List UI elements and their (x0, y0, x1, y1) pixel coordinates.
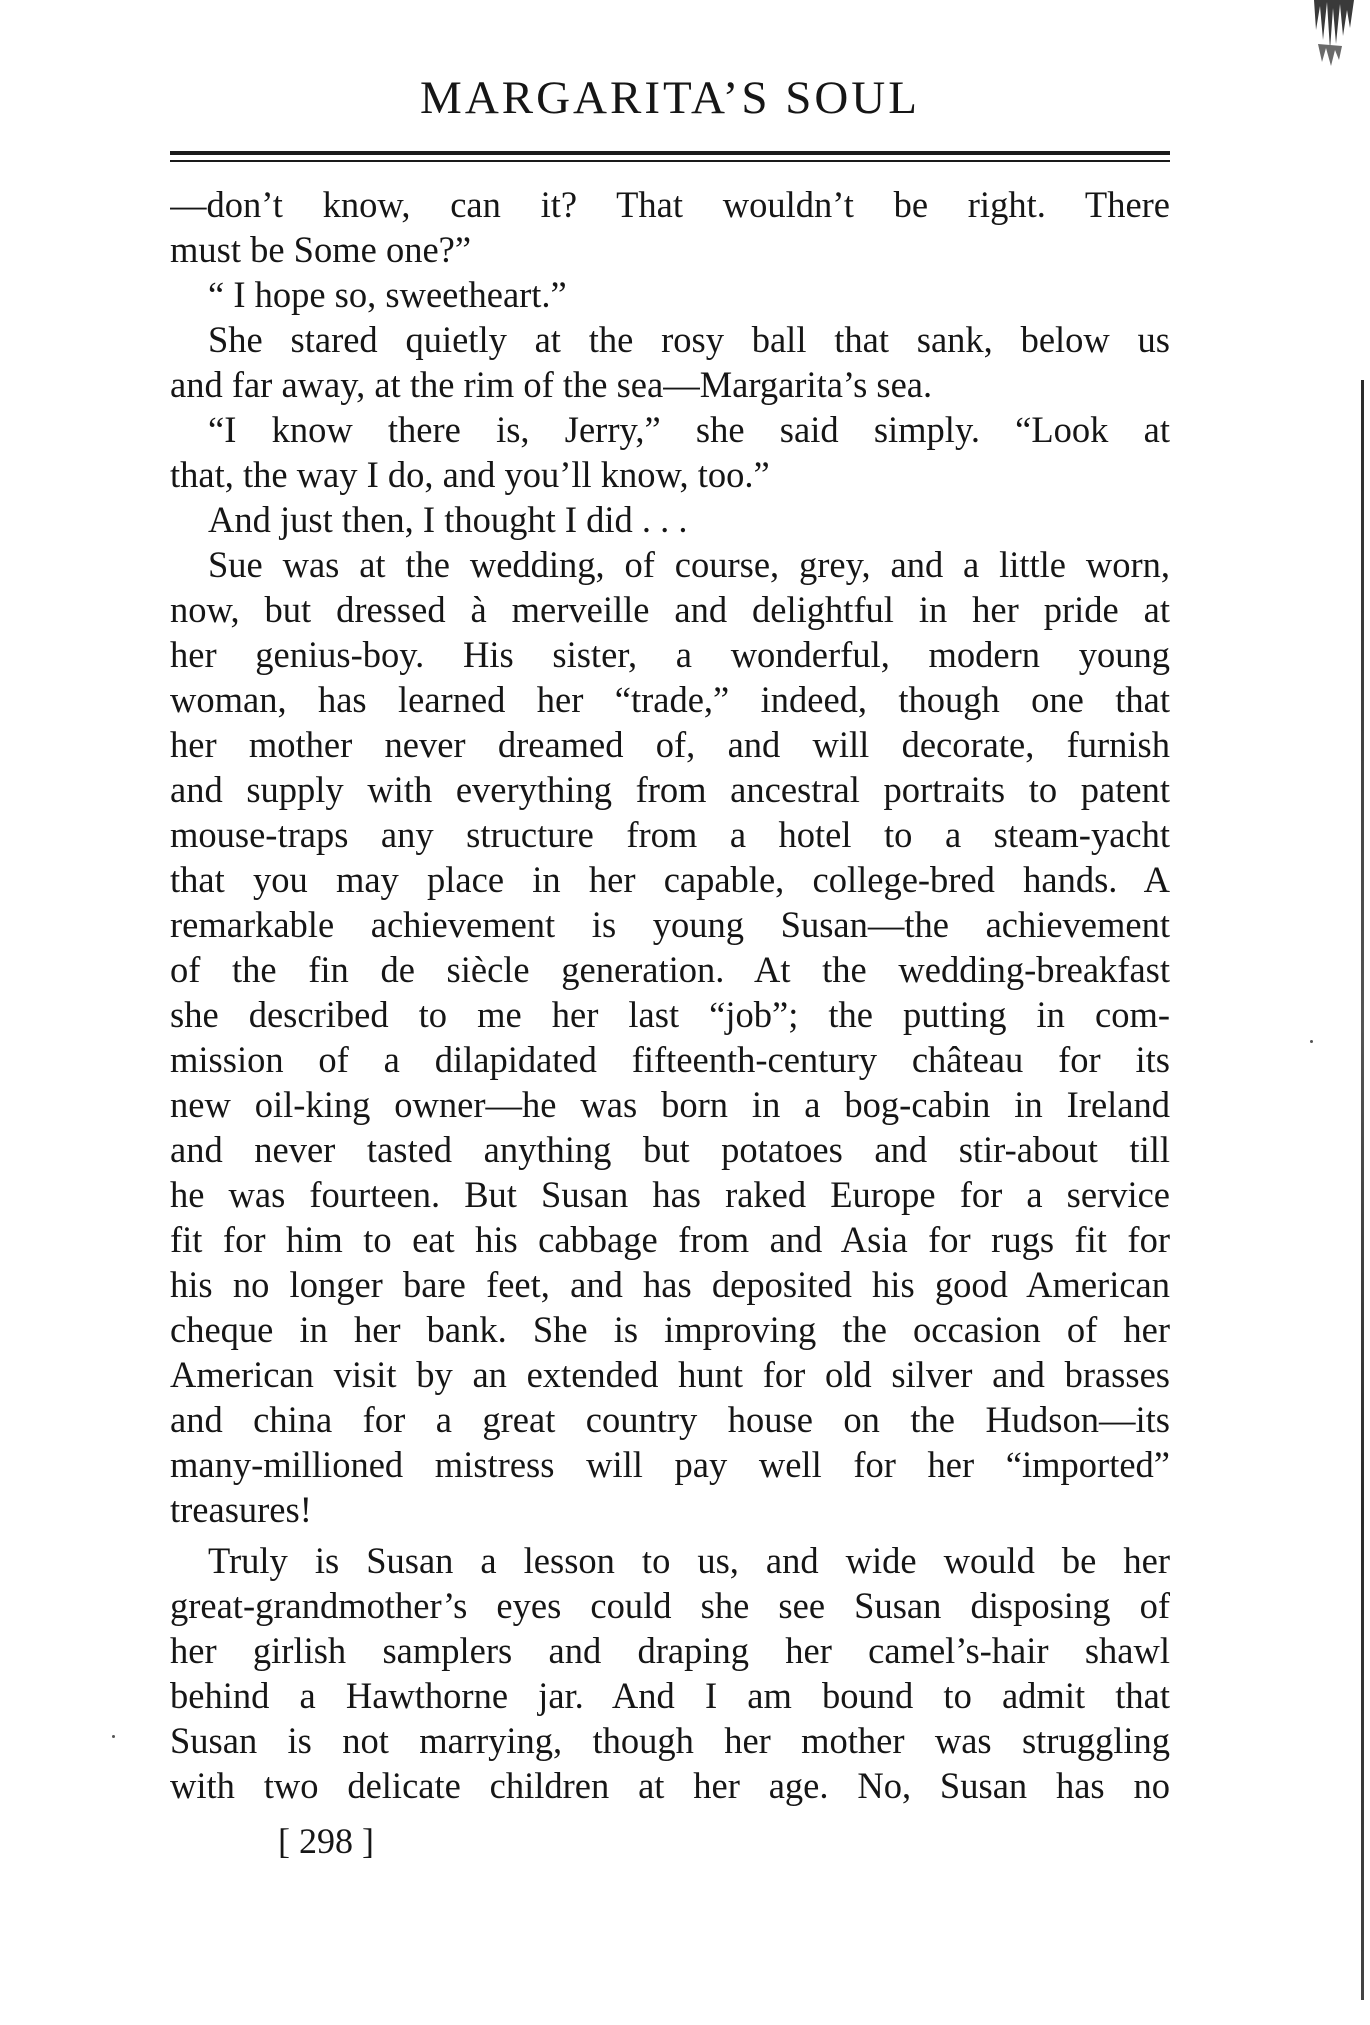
text-line: —don’t know, can it? That wouldn’t be right. There (170, 184, 1170, 225)
text-line: She stared quietly at the rosy ball that sank, below us (208, 319, 1170, 360)
text-line: mission of a dilapidated fifteenth-century château for its (170, 1039, 1170, 1080)
text-line: that, the way I do, and you’ll know, too.” (170, 454, 770, 495)
text-line: Susan is not marrying, though her mother was struggling (170, 1720, 1170, 1761)
header-rule-thin (170, 160, 1170, 162)
text-line: her genius-boy. His sister, a wonderful, modern young (170, 634, 1170, 675)
scan-speck (112, 1735, 115, 1738)
text-line: and never tasted anything but potatoes and stir-about till (170, 1129, 1170, 1170)
text-line: now, but dressed à merveille and delightful in her pride at (170, 589, 1170, 630)
text-line: woman, has learned her “trade,” indeed, though one that (170, 679, 1170, 720)
text-line: that you may place in her capable, college-bred hands. A (170, 859, 1170, 900)
page-number: [ 298 ] (278, 1821, 374, 1861)
text-line: he was fourteen. But Susan has raked Europe for a service (170, 1174, 1170, 1215)
text-line: his no longer bare feet, and has deposited his good American (170, 1264, 1170, 1305)
text-line: fit for him to eat his cabbage from and Asia for rugs fit for (170, 1219, 1170, 1260)
text-line: treasures! (170, 1489, 312, 1530)
text-line: American visit by an extended hunt for old silver and brasses (170, 1354, 1170, 1395)
body-text (170, 182, 1170, 1808)
text-line: cheque in her bank. She is improving the occasion of her (170, 1309, 1170, 1350)
text-line: mouse-traps any structure from a hotel to a steam-yacht (170, 814, 1170, 855)
running-head: MARGARITA’S SOUL (420, 72, 920, 124)
text-line: “ I hope so, sweetheart.” (208, 274, 567, 315)
header-rule-thick (170, 151, 1170, 155)
text-line: many-millioned mistress will pay well for her “imported” (170, 1444, 1170, 1485)
page-edge-shadow (1361, 380, 1364, 2000)
text-line: remarkable achievement is young Susan—the achievement (170, 904, 1170, 945)
text-line: and china for a great country house on the Hudson—its (170, 1399, 1170, 1440)
text-line: must be Some one?” (170, 229, 472, 270)
text-line: new oil-king owner—he was born in a bog-cabin in Ireland (170, 1084, 1170, 1125)
text-line: with two delicate children at her age. No, Susan has no (170, 1765, 1170, 1806)
text-line: great-grandmother’s eyes could she see Susan disposing of (170, 1585, 1170, 1626)
text-line: she described to me her last “job”; the putting in com- (170, 994, 1170, 1035)
text-line: Sue was at the wedding, of course, grey, and a little worn, (208, 544, 1170, 585)
text-line: and far away, at the rim of the sea—Margarita’s sea. (170, 364, 933, 405)
text-line: Truly is Susan a lesson to us, and wide would be her (208, 1540, 1170, 1581)
text-line: behind a Hawthorne jar. And I am bound to admit that (170, 1675, 1170, 1716)
text-line: and supply with everything from ancestral portraits to patent (170, 769, 1170, 810)
text-line: of the fin de siècle generation. At the wedding-breakfast (170, 949, 1170, 990)
text-line: her girlish samplers and draping her camel’s-hair shawl (170, 1630, 1170, 1671)
text-line: her mother never dreamed of, and will decorate, furnish (170, 724, 1170, 765)
text-line: And just then, I thought I did . . . (208, 499, 688, 540)
page-edge-damage (1306, 0, 1358, 72)
text-line: “I know there is, Jerry,” she said simply. “Look at (208, 409, 1170, 450)
scan-speck (1310, 1040, 1313, 1043)
